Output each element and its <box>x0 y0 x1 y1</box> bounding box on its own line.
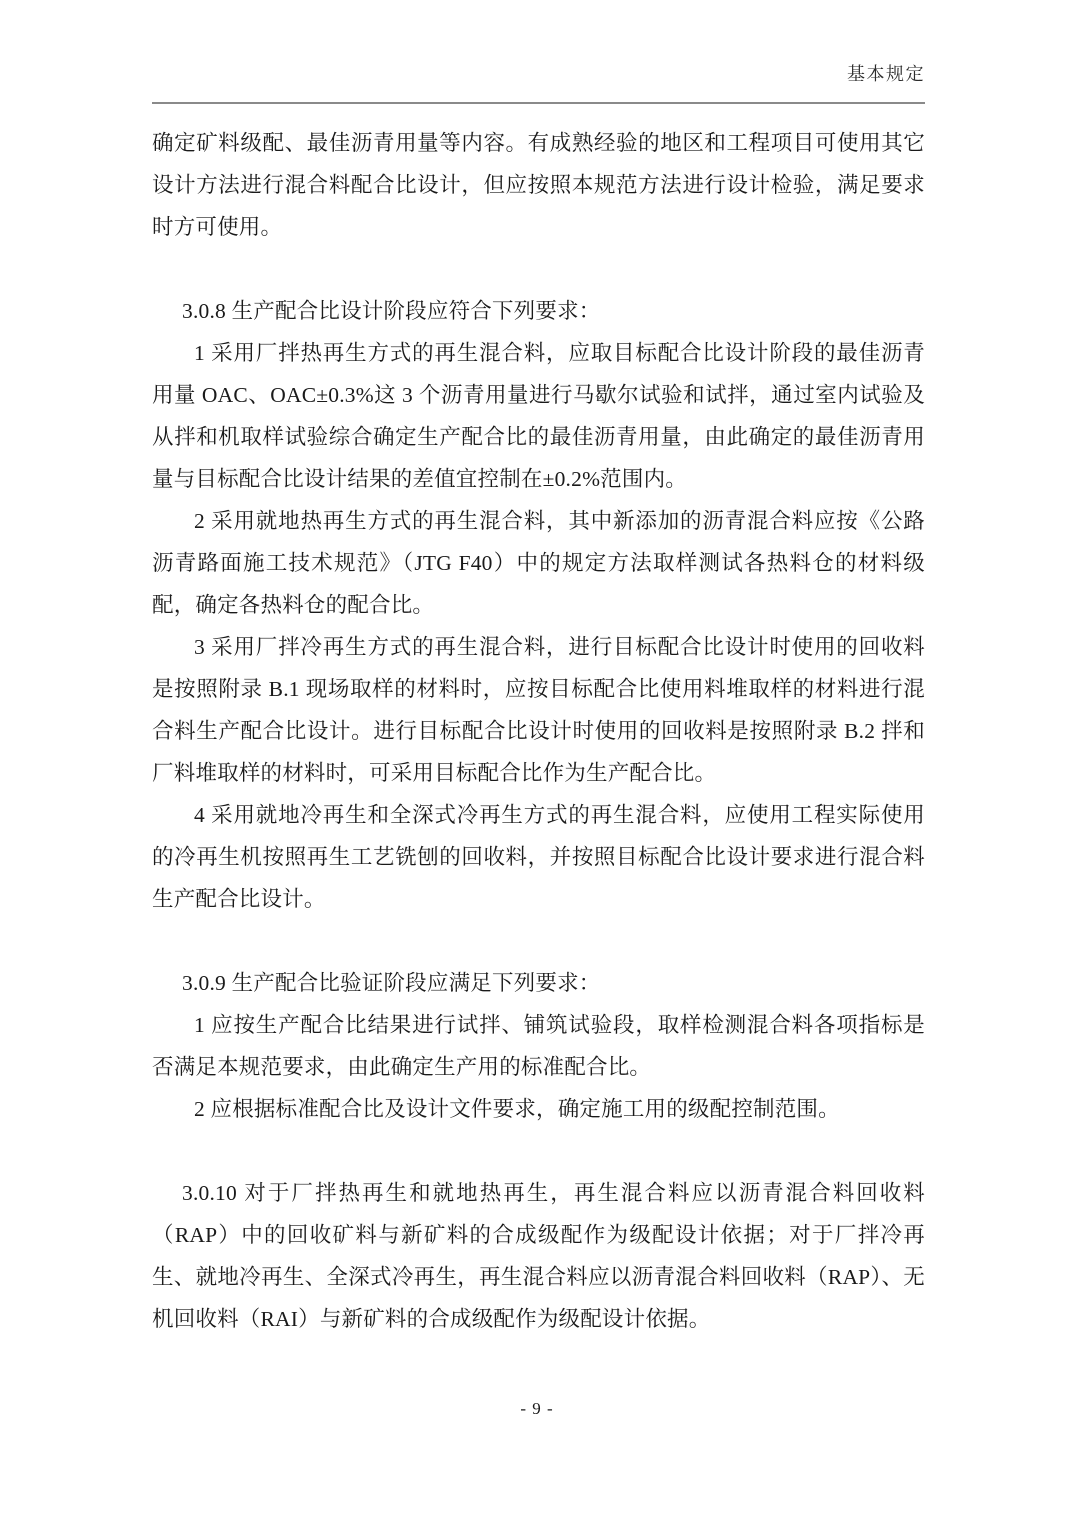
section-item-3-0-8-1: 1 采用厂拌热再生方式的再生混合料，应取目标配合比设计阶段的最佳沥青用量 OAC、OAC±0.3%这 3 个沥青用量进行马歇尔试验和试拌，通过室内试验及从拌和机取样试验综合确定生产配合比的最佳沥青用量，由此确定的最佳沥青用量与目标配合比设计结果的差值宜控制在±0.2%范围内。 <box>152 341 925 491</box>
section-spacer-1 <box>152 920 925 962</box>
section-heading-3-0-8: 3.0.8 生产配合比设计阶段应符合下列要求： <box>182 299 601 323</box>
section-item-3-0-8-4: 4 采用就地冷再生和全深式冷再生方式的再生混合料，应使用工程实际使用的冷再生机按照再生工艺铣刨的回收料，并按照目标配合比设计要求进行混合料生产配合比设计。 <box>152 803 925 911</box>
body-text-column <box>152 122 925 1340</box>
section-item-3-0-9-1: 1 应按生产配合比结果进行试拌、铺筑试验段，取样检测混合料各项指标是否满足本规范要求，由此确定生产用的标准配合比。 <box>152 1013 925 1079</box>
header-title: 基本规定 <box>847 64 925 84</box>
paragraph-spacer <box>152 248 925 290</box>
section-heading-3-0-10: 3.0.10 对于厂拌热再生和就地热再生，再生混合料应以沥青混合料回收料（RAP）中的回收矿料与新矿料的合成级配作为级配设计依据；对于厂拌冷再生、就地冷再生、全深式冷再生，再生混合料应以沥青混合料回收料（RAP）、无机回收料（RAI）与新矿料的合成级配作为级配设计依据。 <box>152 1181 925 1331</box>
section-item-3-0-8-2: 2 采用就地热再生方式的再生混合料，其中新添加的沥青混合料应按《公路沥青路面施工技术规范》（JTG F40）中的规定方法取样测试各热料仓的材料级配，确定各热料仓的配合比。 <box>152 509 925 617</box>
page-header <box>152 62 925 104</box>
section-heading-3-0-9: 3.0.9 生产配合比验证阶段应满足下列要求： <box>182 971 601 995</box>
section-item-3-0-9-2: 2 应根据标准配合比及设计文件要求，确定施工用的级配控制范围。 <box>194 1097 840 1121</box>
footer-page-number: - 9 - <box>520 1399 554 1418</box>
section-item-3-0-8-3: 3 采用厂拌冷再生方式的再生混合料，进行目标配合比设计时使用的回收料是按照附录 B.1 现场取样的材料时，应按目标配合比使用料堆取样的材料进行混合料生产配合比设计。进行目标配合比设计时使用的回收料是按照附录 B.2 拌和厂料堆取样的材料时，可采用目标配合比作为生产配合比。 <box>152 635 925 785</box>
continued-paragraph: 确定矿料级配、最佳沥青用量等内容。有成熟经验的地区和工程项目可使用其它设计方法进行混合料配合比设计，但应按照本规范方法进行设计检验，满足要求时方可使用。 <box>152 131 925 239</box>
section-spacer-2 <box>152 1130 925 1172</box>
page-footer <box>0 1398 1074 1420</box>
header-rule-divider <box>152 102 925 104</box>
